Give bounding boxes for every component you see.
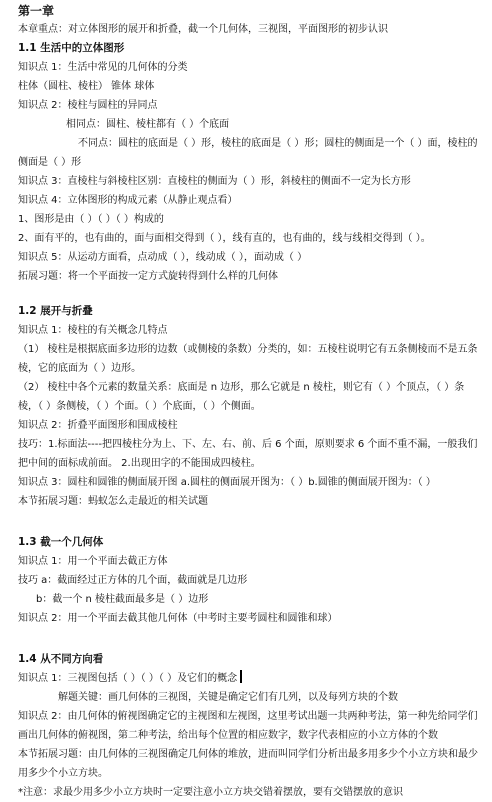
s12-knowledge-1: 知识点 1：棱柱的有关概念几特点 [18, 325, 168, 336]
s13-tip-a: 技巧 a：截面经过正方体的几个面，截面就是几边形 [18, 575, 248, 586]
s13-knowledge-2: 知识点 2：用一个平面去截其他几何体（中考时主要考圆柱和圆锥和球） [18, 613, 338, 624]
s11-diff-text: 不同点：圆柱的底面是（ ）形，棱柱的底面是（ ）形；圆柱的侧面是一个（ ）面，棱柱的侧面是（ ）形 [18, 138, 478, 168]
section-1-1-title: 1.1 生活中的立体图形 [18, 42, 125, 54]
s11-k4-item-1: 1、图形是由（ ）（ ）（ ）构成的 [18, 214, 164, 225]
s12-knowledge-2: 知识点 2：折叠平面图形和围成棱柱 [18, 420, 178, 431]
s11-knowledge-5: 知识点 5：从运动方面看，点动成（ ），线动成（ ），面动成（ ） [18, 252, 308, 263]
s12-k1-item-1: （1） 棱柱是根据底面多边形的边数（或侧棱的条数）分类的，如：五棱柱说明它有五条侧棱而不是五条棱，它的底面为（ ）边形。 [18, 344, 478, 374]
document-page [18, 2, 480, 802]
s13-knowledge-1: 知识点 1：用一个平面去截正方体 [18, 556, 168, 567]
s11-knowledge-1: 知识点 1：生活中常见的几何体的分类 [18, 62, 188, 73]
s14-knowledge-1: 知识点 1：三视图包括（ ）（ ）（ ）及它们的概念 [18, 673, 238, 684]
s11-extension: 拓展习题：将一个平面按一定方式旋转得到什么样的几何体 [18, 271, 278, 282]
s14-extension: 本节拓展习题：由几何体的三视图确定几何体的堆放，进而叫同学们分析出最多用多少个小立方块和最少用多少个小立方块。 [18, 749, 478, 779]
section-1-2-title: 1.2 展开与折叠 [18, 305, 93, 317]
s12-knowledge-3: 知识点 3：圆柱和圆锥的侧面展开图 a.圆柱的侧面展开图为：（ ）b.圆锥的侧面展开图为：（ ） [18, 477, 436, 488]
text-cursor [240, 670, 242, 683]
s11-k4-item-2: 2、面有平的，也有曲的，面与面相交得到（ ），线有直的，也有曲的，线与线相交得到（ ）。 [18, 233, 431, 244]
section-1-4-title: 1.4 从不同方向看 [18, 653, 104, 665]
s14-knowledge-1-row [18, 669, 480, 688]
chapter-title: 第一章 [18, 4, 55, 18]
s12-k2-tip: 技巧：1.标面法----把四棱柱分为上、下、左、右、前、后 6 个面，原则要求 6 个面不重不漏，一般我们把中间的面标成前面。 2.出现田字的不能围成四棱柱。 [18, 439, 478, 469]
s14-note: *注意：求最少用多少小立方块时一定要注意小立方块交错着摆放，要有交错摆放的意识 [18, 787, 403, 798]
s11-knowledge-2: 知识点 2：棱柱与圆柱的异同点 [18, 100, 158, 111]
s12-k1-item-2: （2） 棱柱中各个元素的数量关系：底面是 n 边形，那么它就是 n 棱柱，则它有（ ）个顶点，（ ）条棱，（ ）条侧棱，（ ）个面。（ ）个底面，（ ）个侧面。 [18, 382, 465, 412]
key-points: 本章重点：对立体图形的展开和折叠，截一个几何体，三视图，平面图形的初步认识 [18, 24, 388, 35]
s11-diff-points [18, 134, 480, 172]
s11-solid-types: 柱体（圆柱、棱柱） 锥体 球体 [18, 81, 155, 92]
s14-knowledge-2: 知识点 2：由几何体的俯视图确定它的主视图和左视图，这里考试出题一共两种考法，第一种先给同学们画出几何体的俯视图，第二种考法，给出每个位置的相应数字，数字代表相应的小立方体的个数 [18, 711, 478, 741]
s11-knowledge-3: 知识点 3：直棱柱与斜棱柱区别：直棱柱的侧面为（ ）形，斜棱柱的侧面不一定为长方形 [18, 176, 411, 187]
s11-knowledge-4: 知识点 4：立体图形的构成元素（从静止观点看） [18, 195, 238, 206]
section-1-3-title: 1.3 截一个几何体 [18, 536, 104, 548]
s14-k1-note: 解题关键：画几何体的三视图，关键是确定它们有几列，以及每列方块的个数 [58, 692, 398, 703]
s13-tip-b: b：截一个 n 棱柱截面最多是（ ）边形 [36, 594, 209, 605]
s12-extension: 本节拓展习题：蚂蚁怎么走最近的相关试题 [18, 496, 208, 507]
s11-same-points: 相同点：圆柱、棱柱都有（ ）个底面 [66, 119, 230, 130]
